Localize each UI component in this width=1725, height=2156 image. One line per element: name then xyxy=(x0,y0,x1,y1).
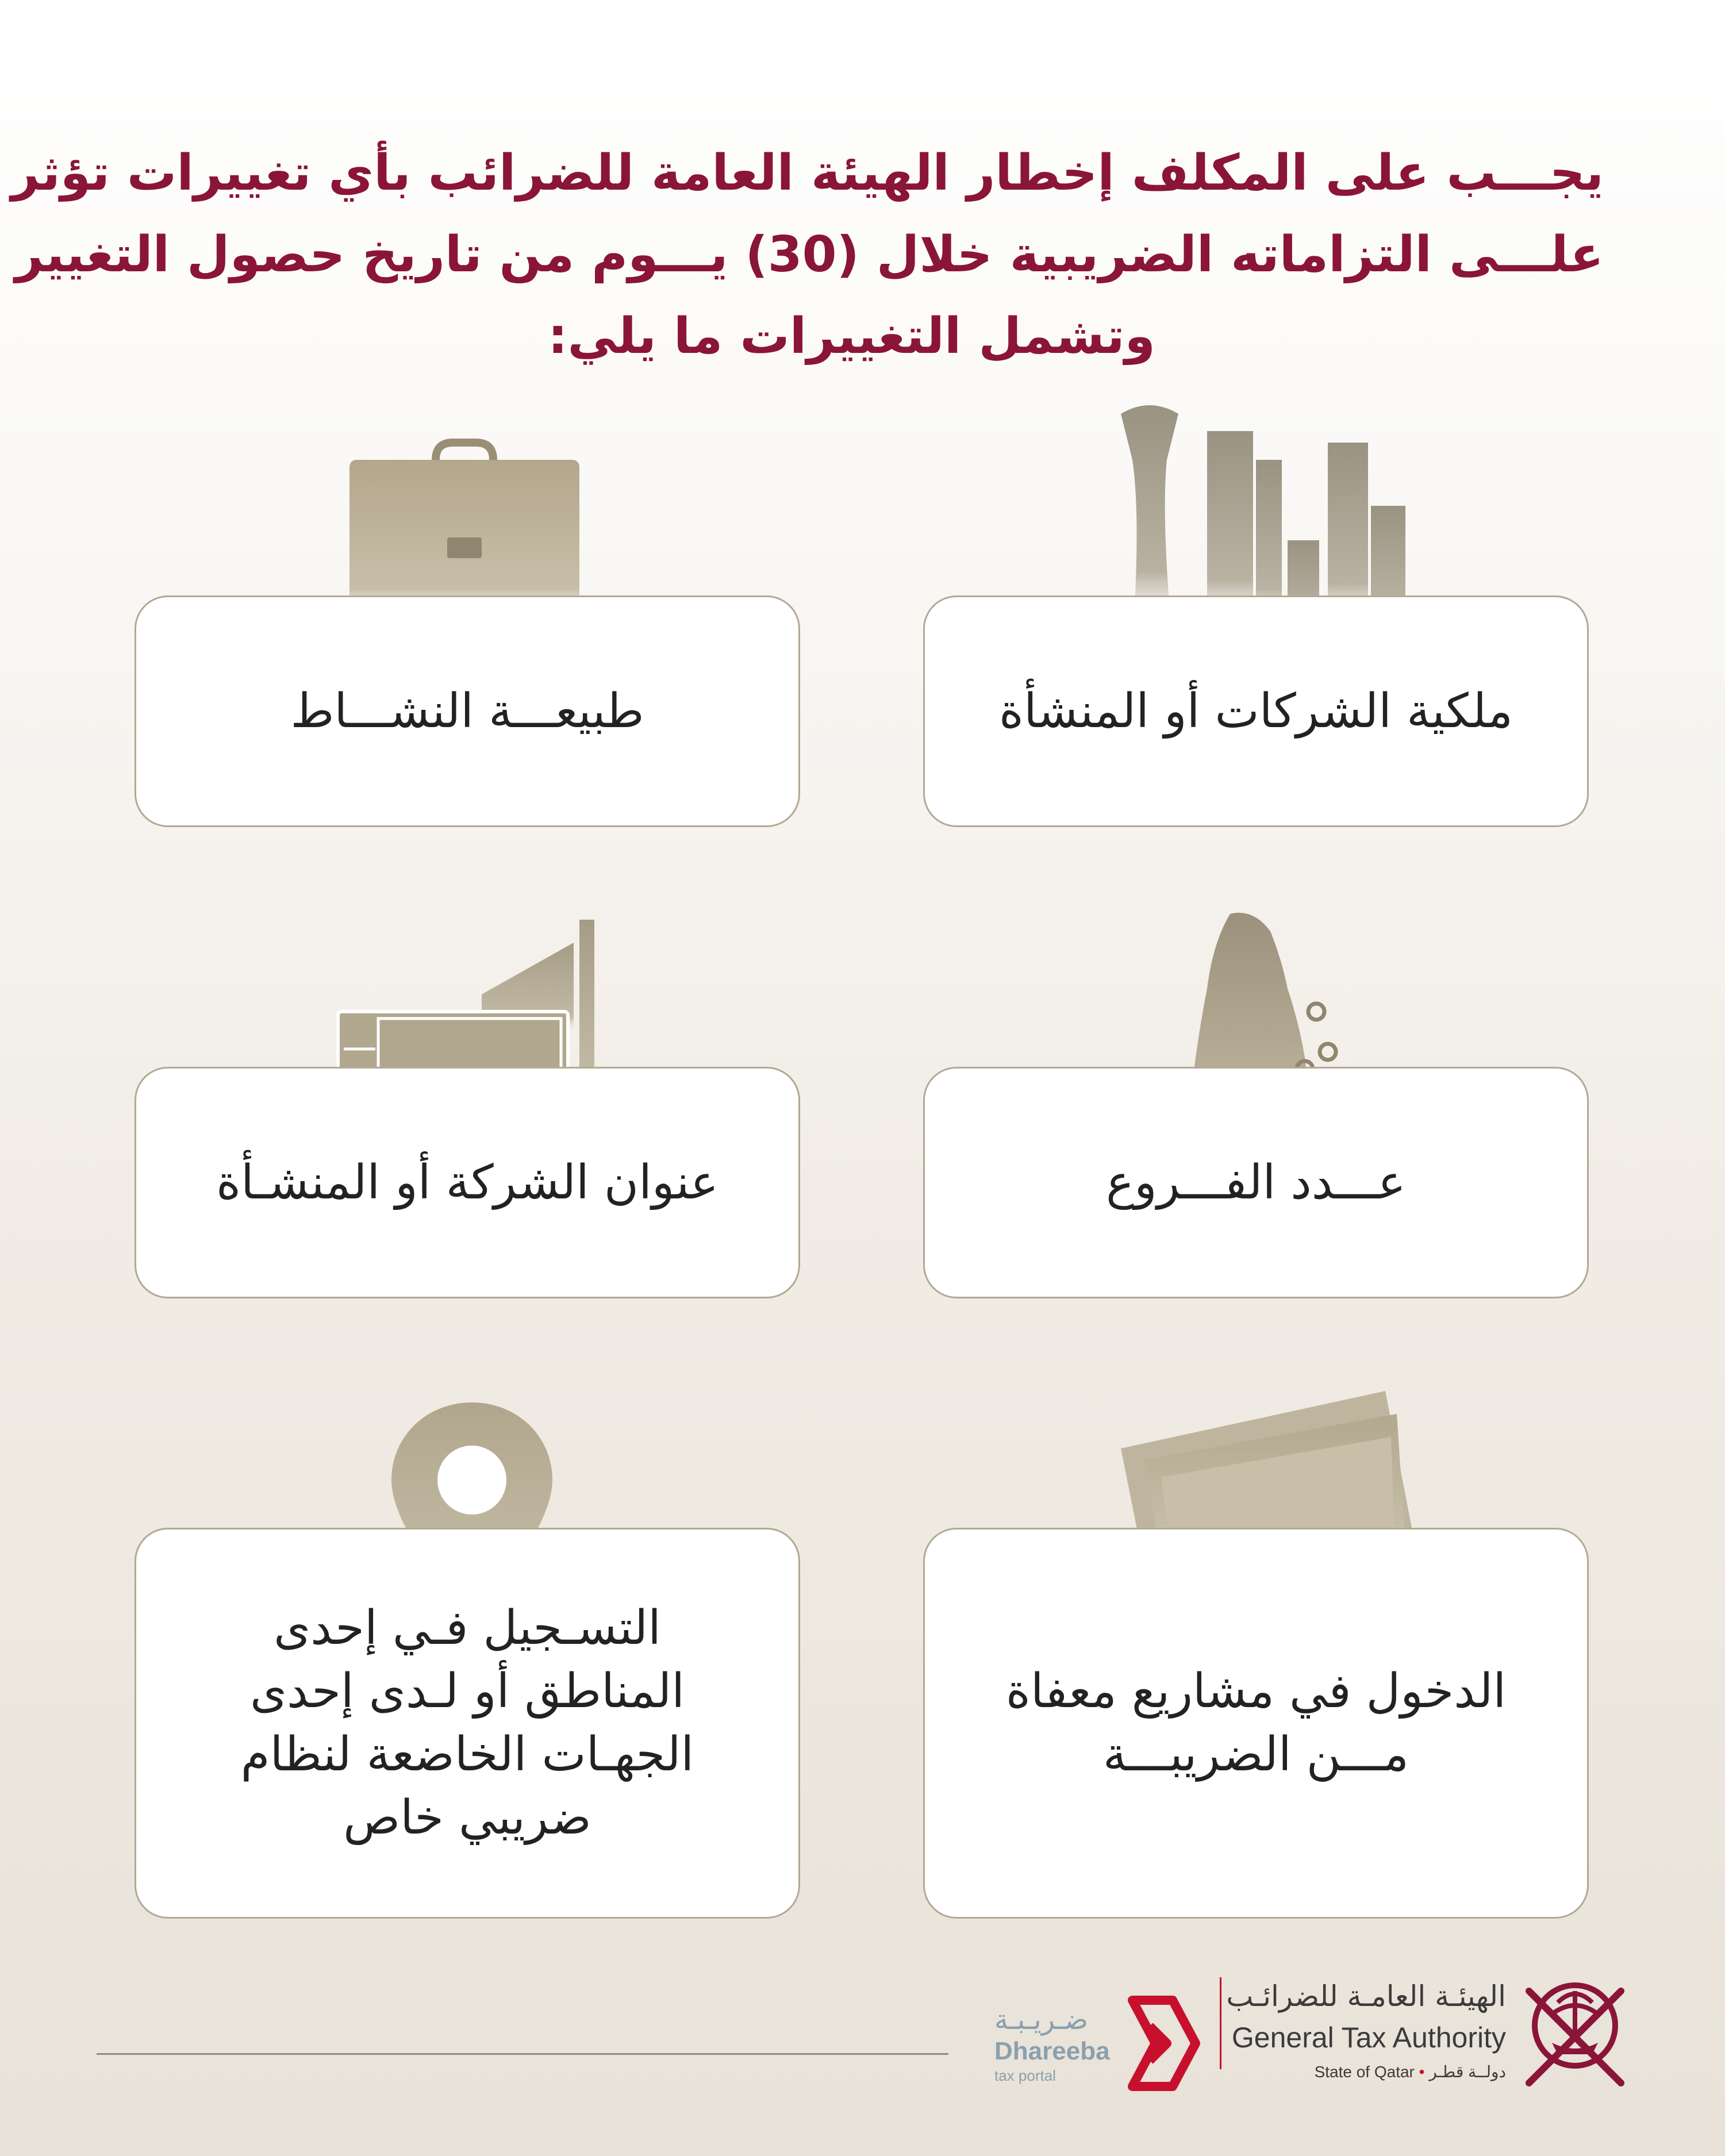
state-of-qatar xyxy=(1315,2062,1506,2081)
headline-line-1: يجـــب على المكلف إخطار الهيئة العامة للضرائب بأي تغييرات تؤثر xyxy=(10,144,1604,202)
state-ar: دولــة قطـر xyxy=(1429,2063,1506,2081)
card-exempt-projects xyxy=(923,1528,1589,1919)
card-address xyxy=(135,1067,800,1298)
card-special-zones xyxy=(135,1528,800,1919)
dhareeba-subtitle: tax portal xyxy=(994,2067,1056,2084)
card-exempt-projects-label: الدخول في مشاريع معفاة مـــن الضريبـــة xyxy=(1005,1664,1507,1782)
state-dot: • xyxy=(1419,2063,1430,2081)
footer-divider-line xyxy=(97,2053,948,2055)
gta-english-name: General Tax Authority xyxy=(1231,2022,1506,2054)
dhareeba-arabic: ضـريـبـة xyxy=(994,2004,1089,2036)
gta-arabic-name: الهيئـة العامـة للضرائـب xyxy=(1226,1980,1506,2013)
dhareeba-logo-icon xyxy=(1121,1994,1201,2092)
gta-logo-block xyxy=(1213,1968,1638,2100)
headline-line-3: وتشمل التغييرات ما يلي: xyxy=(548,308,1155,365)
dhareeba-name: Dhareeba xyxy=(994,2037,1110,2065)
headline xyxy=(10,132,1604,377)
state-en: State of Qatar xyxy=(1314,2063,1415,2081)
card-address-label: عنوان الشركة أو المنشـأة xyxy=(216,1155,719,1210)
card-ownership xyxy=(923,595,1589,827)
card-activity-nature-label: طبيعـــة النشـــاط xyxy=(290,683,644,739)
headline-line-2: علـــى التزاماته الضريبية خلال (30) يـــوم من تاريخ حصول التغيير xyxy=(14,226,1604,283)
card-branches xyxy=(923,1067,1589,1298)
card-activity-nature xyxy=(135,595,800,827)
card-ownership-label: ملكية الشركات أو المنشأة xyxy=(998,683,1513,739)
card-branches-label: عـــدد الفـــروع xyxy=(1106,1155,1406,1210)
qatar-emblem-icon xyxy=(1517,1968,1632,2100)
card-special-zones-label: التسـجيل فـي إحدى المناطق أو لـدى إحدى الجهـات الخاضعة لنظام ضريبي خاص xyxy=(240,1601,694,1845)
